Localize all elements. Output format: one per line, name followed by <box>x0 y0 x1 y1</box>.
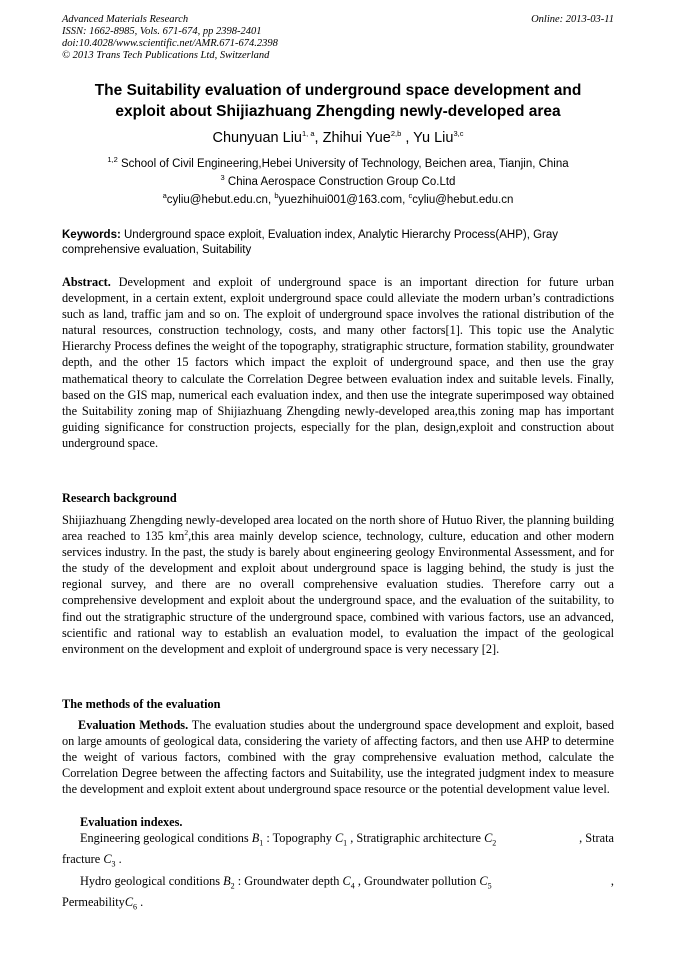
sub-c2: 2 <box>492 838 497 848</box>
keywords-label: Keywords: <box>62 229 121 241</box>
eval-methods-label: Evaluation Methods. <box>78 718 189 732</box>
hydro-line <box>62 873 614 889</box>
period: . <box>137 895 144 909</box>
email-sup: c <box>408 191 413 201</box>
sub-b1: 1 <box>259 838 264 848</box>
title-line-1: The Suitability evaluation of underground space development and <box>94 82 582 99</box>
symbol-c2: C <box>484 831 493 845</box>
eng-geo-left <box>80 830 496 846</box>
symbol-c3: C <box>103 852 112 866</box>
hydro-left <box>80 873 492 889</box>
section-heading-methods: The methods of the evaluation <box>62 697 221 711</box>
topography-label: : Topography <box>263 831 335 845</box>
journal-header <box>62 14 614 62</box>
author-name: Chunyuan Liu <box>212 130 303 146</box>
symbol-c6: C <box>124 895 134 909</box>
author-name: Yu Liu <box>413 130 454 146</box>
comma: , <box>610 874 614 888</box>
symbol-b2: B <box>223 874 231 888</box>
email-line <box>62 192 614 208</box>
methods-paragraph <box>62 717 614 797</box>
doi: doi:10.4028/www.scientific.net/AMR.671-674.2398 <box>62 38 278 49</box>
email-sup: b <box>274 191 279 201</box>
author-sep: , <box>401 130 414 146</box>
sub-c4: 4 <box>350 881 355 891</box>
aff-sup: 3 <box>220 173 225 183</box>
permeability-label: Permeability <box>62 895 125 909</box>
abstract <box>62 274 614 451</box>
section-heading-background: Research background <box>62 491 177 505</box>
background-text-1: Shijiazhuang Zhengding newly-developed area located on the north shore of Hutuo River, the planning building area reached to 135 km <box>62 513 614 544</box>
sub-c6: 6 <box>133 902 138 912</box>
author-name: Zhihui Yue <box>322 130 391 146</box>
email-sup: a <box>162 191 167 201</box>
symbol-c1: C <box>334 831 344 845</box>
email-link[interactable]: yuezhihui001@163.com, <box>278 194 409 206</box>
keywords <box>62 228 614 258</box>
email-link[interactable]: cyliu@hebut.edu.cn <box>412 194 514 206</box>
abstract-label: Abstract. <box>62 275 111 289</box>
hydro-label: Hydro geological conditions <box>80 874 224 888</box>
km-sup: 2 <box>184 528 189 537</box>
issn: ISSN: 1662-8985, Vols. 671-674, pp 2398-2401 <box>62 26 262 37</box>
copyright: © 2013 Trans Tech Publications Ltd, Switzerland <box>62 50 270 61</box>
author-sup: 3,c <box>453 129 464 139</box>
symbol-c4: C <box>342 874 351 888</box>
email-link[interactable]: cyliu@hebut.edu.cn, <box>166 194 275 206</box>
paper-title <box>62 80 614 122</box>
sub-c1: 1 <box>343 838 348 848</box>
eval-methods-text: The evaluation studies about the underground space development and exploit, based on large amounts of geological data, considering the variety of affecting factors, and then use AHP to determine the weight of various factors, combined with the gray comprehensive evaluation method, calculate the Correlation Degree between the affecting factors and Suitability, use the integrated judgment index to measure the development and exploit extent about underground space resource or the potential development value level. <box>62 718 614 797</box>
strat-label: , Stratigraphic architecture <box>347 831 485 845</box>
symbol-c5: C <box>479 874 488 888</box>
sub-c3: 3 <box>111 859 116 869</box>
fracture-line <box>62 851 614 867</box>
author-sup: 2,b <box>390 129 402 139</box>
author-sup: 1, a <box>302 129 315 139</box>
affiliation-1 <box>62 156 614 172</box>
period: . <box>115 852 122 866</box>
gw-depth-label: : Groundwater depth <box>234 874 343 888</box>
keywords-text: Underground space exploit, Evaluation index, Analytic Hierarchy Process(AHP), Gray comprehensive evaluation, Suitability <box>62 229 558 256</box>
fracture-label: fracture <box>62 852 104 866</box>
affiliation-2 <box>62 174 614 190</box>
abstract-text: Development and exploit of underground space is an important direction for future urban development, in a certain extent, exploit underground space could alleviate the modern urban’s contradictions such as land, traffic jam and so on. The exploit of underground space involves the rational distribution of the natural resources, construction technology, costs, and many other factors[1]. This topic use the Analytic Hierarchy Process defines the weight of the topography, stratigraphic structure, formation stability, groundwater depth, and the other 15 factors which impact the exploit of underground space, and then use the gray mathematical theory to calculate the Correlation Degree between evaluation index and suitable levels. Finally, based on the GIS map, numerical each evaluation index, and then use the integrate superimposed way obtained the Suitability zoning map of Shijiazhuang Zhengding newly-developed area,this zoning map has important guiding significance for construction projects, especially for the plan, design,exploit and construction about underground space. <box>62 275 614 450</box>
strata-word: , Strata <box>579 831 614 845</box>
aff-text: China Aerospace Construction Group Co.Ltd <box>224 176 456 188</box>
sub-b2: 2 <box>230 881 235 891</box>
permeability-line <box>62 894 614 910</box>
eval-indexes-heading: Evaluation indexes. <box>80 815 183 829</box>
aff-sup: 1,2 <box>107 155 118 165</box>
background-text-2: ,this area mainly develop science, technology, culture, education and other modern services industry. In the past, the study is barely about engineering geology Environmental Assessment, and for the study of the development and exploit about underground space is lagging behind, the study is just the regional survey, and there are no overall comprehensive evaluation studies. Therefore carry out a comprehensive development and exploit about the underground space, and the evaluation of the suitability, to find out the stratigraphic structure of the underground space, combined with various factors, use an advanced, scientific and rational way to establish an evaluation model, to evaluation the impact of the geological environment on the development and exploit of underground space is very necessary [2]. <box>62 529 614 656</box>
journal-name: Advanced Materials Research <box>62 14 189 25</box>
eng-geo-line <box>62 830 614 846</box>
gw-pollution-label: , Groundwater pollution <box>354 874 480 888</box>
author-list <box>62 128 614 148</box>
online-date: Online: 2013-03-11 <box>531 14 614 25</box>
title-line-2: exploit about Shijiazhuang Zhengding newly-developed area <box>115 103 561 120</box>
aff-text: School of Civil Engineering,Hebei University of Technology, Beichen area, Tianjin, China <box>117 158 569 170</box>
fracture-text <box>62 851 122 867</box>
eng-label: Engineering geological conditions <box>80 831 252 845</box>
permeability-text <box>62 894 143 910</box>
background-paragraph <box>62 512 614 657</box>
author-sep: , <box>314 130 323 146</box>
symbol-b1: B <box>251 831 260 845</box>
sub-c5: 5 <box>487 881 492 891</box>
